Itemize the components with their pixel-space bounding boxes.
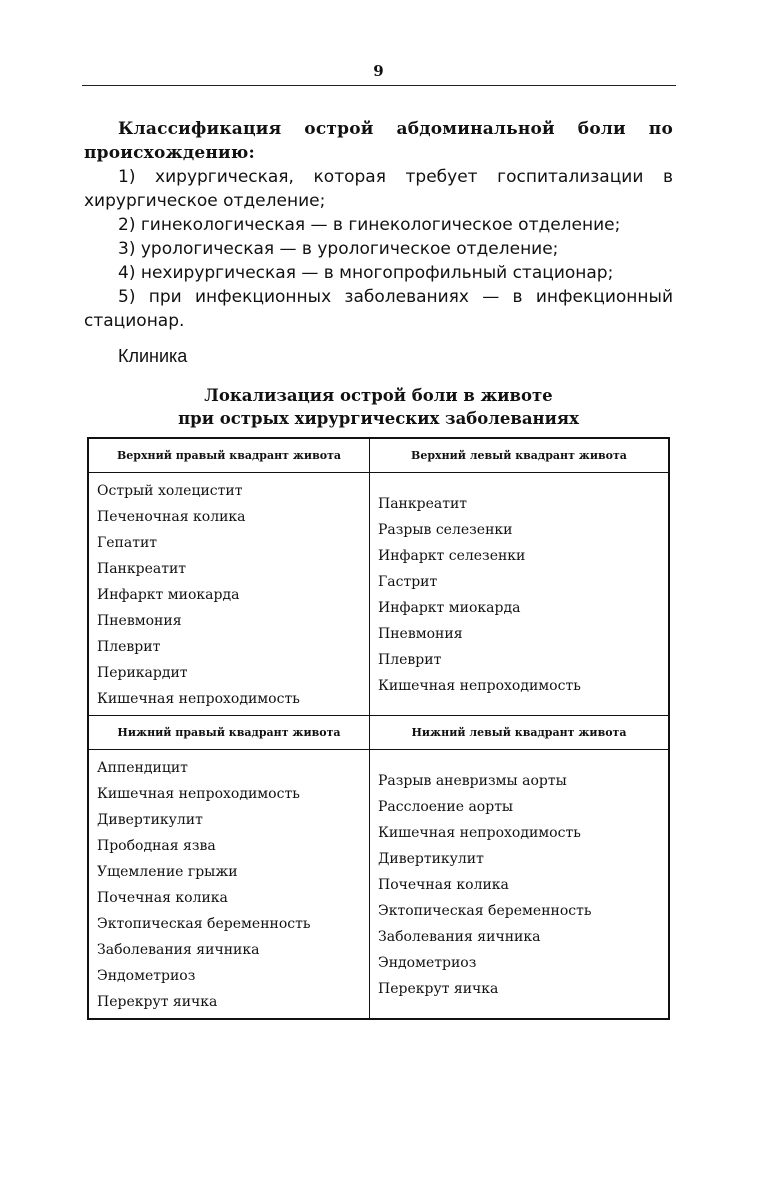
list-item: Панкреатит [97,561,187,577]
classification-heading: Классификация острой абдоминальной боли по происхождению: [84,119,673,163]
list-item: Перекрут яичка [378,981,499,997]
table-row [88,750,669,1020]
list-item: Эндометриоз [378,955,477,971]
list-item: Кишечная непроходимость [97,786,300,802]
list-item: Дивертикулит [97,812,203,828]
list-item: Разрыв аневризмы аорты [378,773,567,789]
table-header-row [88,438,669,473]
list-item: Панкреатит [378,496,468,512]
list-item: Расслоение аорты [378,799,514,815]
table-cell [370,750,670,1020]
upper-right-list [89,473,369,715]
header-cell [370,438,670,473]
header-rule [82,85,676,86]
lower-left-list [370,750,668,1005]
list-item: Плеврит [378,652,442,668]
classification-block [84,117,673,333]
table-title-line: при острых хирургических заболеваниях [178,409,579,428]
list-item: Инфаркт миокарда [97,587,240,603]
list-item: Перикардит [97,665,188,681]
table-row [88,473,669,716]
classification-item: 3) урологическая — в урологическое отделение; [118,239,559,259]
list-item: Пневмония [97,613,182,629]
header-cell [88,438,370,473]
lower-right-list [89,750,369,1018]
list-item: Прободная язва [97,838,216,854]
upper-left-header: Верхний левый квадрант живота [411,449,627,462]
classification-item: 5) при инфекционных заболеваниях — в инфекционный стационар. [84,287,673,331]
upper-left-list [370,473,668,702]
list-item: Эктопическая беременность [97,916,311,932]
list-item: Гастрит [378,574,438,590]
list-item: Кишечная непроходимость [378,825,581,841]
list-item: Гепатит [97,535,158,551]
table-cell [88,473,370,716]
page-number: 9 [373,62,384,80]
classification-item: 1) хирургическая, которая требует госпитализации в хирургическое отделение; [84,167,673,211]
list-item: Заболевания яичника [378,929,541,945]
lower-right-header: Нижний правый квадрант живота [117,726,341,739]
list-item: Пневмония [378,626,463,642]
quadrant-table [87,437,670,1020]
list-item: Почечная колика [97,890,228,906]
classification-item: 4) нехирургическая — в многопрофильный стационар; [118,263,614,283]
section-label: Клиника [118,346,188,366]
list-item: Острый холецистит [97,483,243,499]
classification-item: 2) гинекологическая — в гинекологическое отделение; [118,215,621,235]
table-cell [370,473,670,716]
list-item: Инфаркт селезенки [378,548,526,564]
list-item: Дивертикулит [378,851,484,867]
list-item: Заболевания яичника [97,942,260,958]
table-title [84,384,673,430]
list-item: Кишечная непроходимость [378,678,581,694]
list-item: Печеночная колика [97,509,246,525]
header-cell [88,716,370,750]
list-item: Ущемление грыжи [97,864,238,880]
table-title-line: Локализация острой боли в животе [204,386,553,405]
upper-right-header: Верхний правый квадрант живота [116,449,342,462]
table-cell [88,750,370,1020]
list-item: Кишечная непроходимость [97,691,300,707]
list-item: Плеврит [97,639,161,655]
list-item: Эктопическая беременность [378,903,592,919]
list-item: Аппендицит [97,760,188,776]
header-cell [370,716,670,750]
list-item: Перекрут яичка [97,994,218,1010]
table-header-row [88,716,669,750]
list-item: Почечная колика [378,877,509,893]
list-item: Разрыв селезенки [378,522,513,538]
list-item: Инфаркт миокарда [378,600,521,616]
lower-left-header: Нижний левый квадрант живота [411,726,627,739]
list-item: Эндометриоз [97,968,196,984]
